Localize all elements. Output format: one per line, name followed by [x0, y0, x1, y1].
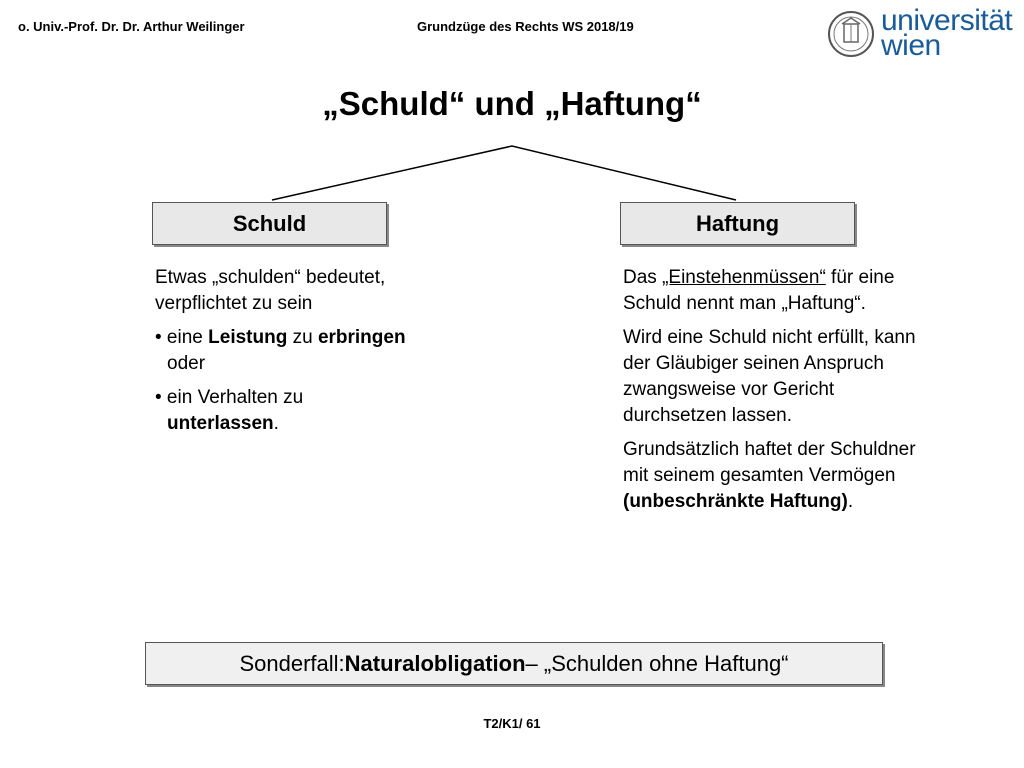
- schuld-intro: Etwas „schulden“ bedeutet, verpflichtet zu sein: [155, 267, 386, 314]
- naturalobligation-box: Sonderfall: Naturalobligation – „Schulden ohne Haftung“: [145, 642, 883, 685]
- slide-title: „Schuld“ und „Haftung“: [322, 85, 702, 122]
- page-number: T2/K1/ 61: [483, 716, 541, 731]
- haftung-label: Haftung: [695, 210, 780, 236]
- schuld-bullet-1: • eine Leistung zu erbringen oder: [155, 327, 406, 374]
- haftung-box: [620, 202, 855, 245]
- haftung-para-3: Grundsätzlich haftet der Schuldner mit seinem gesamten Vermögen (unbeschränkte Haftung).: [623, 439, 916, 512]
- schuld-box: [152, 202, 387, 245]
- header-author: o. Univ.-Prof. Dr. Dr. Arthur Weilinger: [18, 19, 245, 34]
- logo-line1: universität: [881, 4, 1013, 37]
- university-seal-icon: [827, 10, 875, 58]
- university-logo: [881, 4, 1013, 62]
- haftung-para-1: Das „Einstehenmüssen“ für eine Schuld nennt man „Haftung“.: [623, 267, 895, 314]
- logo-line2: wien: [881, 29, 941, 62]
- haftung-description: [623, 265, 933, 523]
- schuld-label: Schuld: [232, 210, 307, 236]
- header-course: Grundzüge des Rechts WS 2018/19: [417, 19, 634, 34]
- schuld-bullet-2: • ein Verhalten zu unterlassen.: [155, 387, 304, 434]
- schuld-description: [155, 265, 415, 445]
- haftung-para-2: Wird eine Schuld nicht erfüllt, kann der Gläubiger seinen Anspruch zwangsweise vor Gericht durchsetzen lassen.: [623, 327, 916, 426]
